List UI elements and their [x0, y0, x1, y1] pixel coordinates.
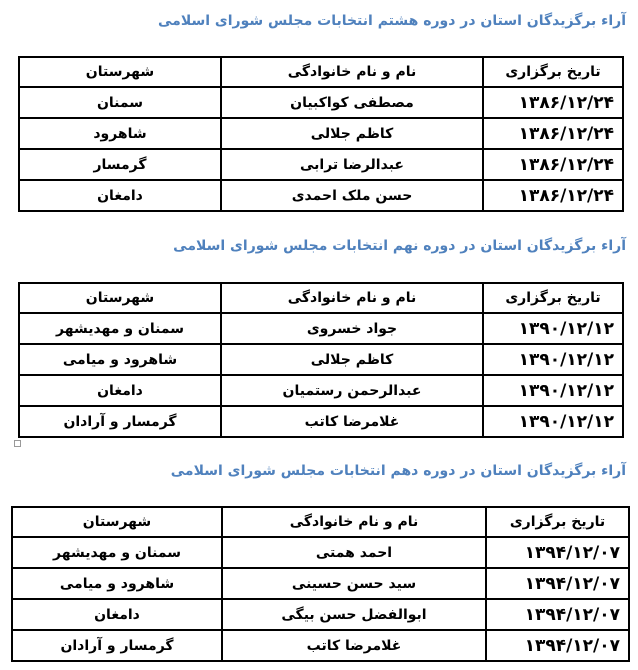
header-city: شهرستان — [19, 57, 221, 87]
header-date: تاریخ برگزاری — [483, 283, 623, 313]
row-date: ۱۳۹۰/۱۲/۱۲ — [483, 344, 623, 375]
row-city: گرمسار — [19, 149, 221, 180]
paragraph-marker-icon — [14, 440, 21, 447]
row-date: ۱۳۸۶/۱۲/۲۴ — [483, 149, 623, 180]
table-header-row — [19, 283, 623, 313]
header-city: شهرستان — [12, 507, 222, 537]
header-name: نام و نام خانوادگی — [222, 507, 486, 537]
row-name: غلامرضا کاتب — [221, 406, 483, 437]
row-city: سمنان و مهدیشهر — [19, 313, 221, 344]
results-table-9th — [18, 282, 624, 438]
section-3-title: آراء برگزیدگان استان در دوره دهم انتخابات مجلس شورای اسلامی — [170, 463, 626, 479]
row-name: احمد همتی — [222, 537, 486, 568]
header-date: تاریخ برگزاری — [486, 507, 629, 537]
row-city: گرمسار و آرادان — [12, 630, 222, 661]
section-2-title: آراء برگزیدگان استان در دوره نهم انتخابات مجلس شورای اسلامی — [173, 238, 626, 254]
row-name: حسن ملک احمدی — [221, 180, 483, 211]
row-city: دامغان — [19, 180, 221, 211]
row-name: کاظم جلالی — [221, 118, 483, 149]
row-city: شاهرود و میامی — [12, 568, 222, 599]
table-row — [12, 568, 629, 599]
row-name: سید حسن حسینی — [222, 568, 486, 599]
table-row — [19, 149, 623, 180]
row-date: ۱۳۹۴/۱۲/۰۷ — [486, 630, 629, 661]
header-name: نام و نام خانوادگی — [221, 283, 483, 313]
row-date: ۱۳۹۴/۱۲/۰۷ — [486, 599, 629, 630]
table-row — [19, 313, 623, 344]
row-date: ۱۳۹۰/۱۲/۱۲ — [483, 313, 623, 344]
row-date: ۱۳۹۰/۱۲/۱۲ — [483, 375, 623, 406]
results-table-10th — [11, 506, 630, 662]
row-name: ابوالفضل حسن بیگی — [222, 599, 486, 630]
header-date: تاریخ برگزاری — [483, 57, 623, 87]
table-header-row — [19, 57, 623, 87]
row-date: ۱۳۸۶/۱۲/۲۴ — [483, 118, 623, 149]
table-row — [19, 406, 623, 437]
row-date: ۱۳۹۰/۱۲/۱۲ — [483, 406, 623, 437]
row-city: سمنان و مهدیشهر — [12, 537, 222, 568]
row-city: گرمسار و آرادان — [19, 406, 221, 437]
row-date: ۱۳۸۶/۱۲/۲۴ — [483, 87, 623, 118]
table-row — [12, 599, 629, 630]
row-name: مصطفی کواکبیان — [221, 87, 483, 118]
table-row — [19, 87, 623, 118]
row-name: جواد خسروی — [221, 313, 483, 344]
table-row — [12, 537, 629, 568]
table-row — [12, 630, 629, 661]
row-city: شاهرود و میامی — [19, 344, 221, 375]
table-row — [19, 344, 623, 375]
row-name: غلامرضا کاتب — [222, 630, 486, 661]
row-date: ۱۳۹۴/۱۲/۰۷ — [486, 568, 629, 599]
row-name: عبدالرحمن رستمیان — [221, 375, 483, 406]
header-name: نام و نام خانوادگی — [221, 57, 483, 87]
table-header-row — [12, 507, 629, 537]
table-row — [19, 375, 623, 406]
table-row — [19, 180, 623, 211]
results-table-8th — [18, 56, 624, 212]
row-name: کاظم جلالی — [221, 344, 483, 375]
table-row — [19, 118, 623, 149]
row-city: سمنان — [19, 87, 221, 118]
row-city: دامغان — [12, 599, 222, 630]
row-name: عبدالرضا ترابی — [221, 149, 483, 180]
header-city: شهرستان — [19, 283, 221, 313]
row-city: شاهرود — [19, 118, 221, 149]
row-date: ۱۳۹۴/۱۲/۰۷ — [486, 537, 629, 568]
row-city: دامغان — [19, 375, 221, 406]
row-date: ۱۳۸۶/۱۲/۲۴ — [483, 180, 623, 211]
section-1-title: آراء برگزیدگان استان در دوره هشتم انتخابات مجلس شورای اسلامی — [157, 13, 626, 29]
